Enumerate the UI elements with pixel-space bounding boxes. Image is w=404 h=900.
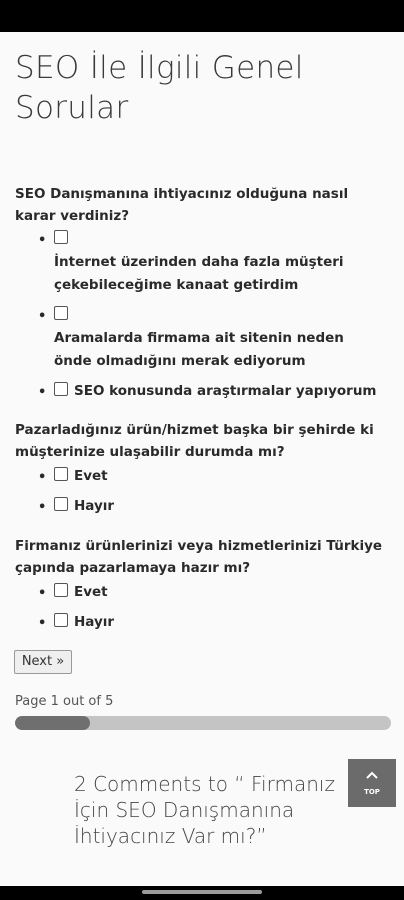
page-title: SEO İle İlgili Genel Sorular — [15, 50, 304, 126]
checkbox[interactable] — [54, 230, 68, 244]
bullet-icon: • — [38, 586, 47, 601]
page-count: Page 1 out of 5 — [15, 694, 114, 709]
option-item[interactable] — [38, 380, 388, 404]
option-label: İnternet üzerinden daha fazla müşteri çekebileceğime kanaat getirdim — [54, 254, 344, 293]
checkbox[interactable] — [54, 306, 68, 320]
status-bar — [0, 0, 404, 32]
bullet-icon: • — [38, 309, 47, 324]
bullet-icon: • — [38, 470, 47, 485]
progress-fill — [15, 716, 90, 730]
checkbox[interactable] — [54, 497, 68, 511]
option-item[interactable] — [38, 611, 388, 635]
question-3-label: Firmanız ürünlerinizi veya hizmetlerinizi Türkiye çapında pazarlamaya hazır mı? — [15, 538, 383, 576]
option-label: Hayır — [74, 614, 115, 630]
option-label: Evet — [74, 584, 108, 600]
bullet-icon: • — [38, 500, 47, 515]
option-item[interactable] — [38, 465, 388, 489]
question-2-label: Pazarladığınız ürün/hizmet başka bir şehirde ki müşterinize ulaşabilir durumda mı? — [15, 422, 374, 460]
back-to-top-button[interactable] — [348, 759, 396, 807]
page-content[interactable] — [0, 32, 404, 886]
checkbox[interactable] — [54, 583, 68, 597]
option-label: Aramalarda firmama ait sitenin neden önde olmadığını merak ediyorum — [54, 330, 344, 369]
option-item[interactable] — [38, 581, 388, 605]
option-label: SEO konusunda araştırmalar yapıyorum — [74, 383, 377, 399]
option-item[interactable] — [38, 304, 388, 372]
home-indicator[interactable] — [142, 890, 262, 894]
option-label: Hayır — [74, 498, 115, 514]
chevron-up-icon — [348, 759, 396, 781]
navigation-bar — [0, 886, 404, 900]
progress-bar — [15, 716, 391, 730]
bullet-icon: • — [38, 616, 47, 631]
checkbox[interactable] — [54, 467, 68, 481]
option-label: Evet — [74, 468, 108, 484]
comments-title: 2 Comments to “ Firmanız İçin SEO Danışmanına İhtiyacınız Var mı?” — [74, 772, 335, 848]
checkbox[interactable] — [54, 613, 68, 627]
question-1-label: SEO Danışmanına ihtiyacınız olduğuna nasıl karar verdiniz? — [15, 186, 349, 224]
next-button[interactable]: Next » — [14, 650, 72, 674]
back-to-top-label: TOP — [364, 788, 380, 796]
checkbox[interactable] — [54, 382, 68, 396]
option-item[interactable] — [38, 228, 388, 296]
option-item[interactable] — [38, 495, 388, 519]
bullet-icon: • — [38, 233, 47, 248]
bullet-icon: • — [38, 385, 47, 400]
